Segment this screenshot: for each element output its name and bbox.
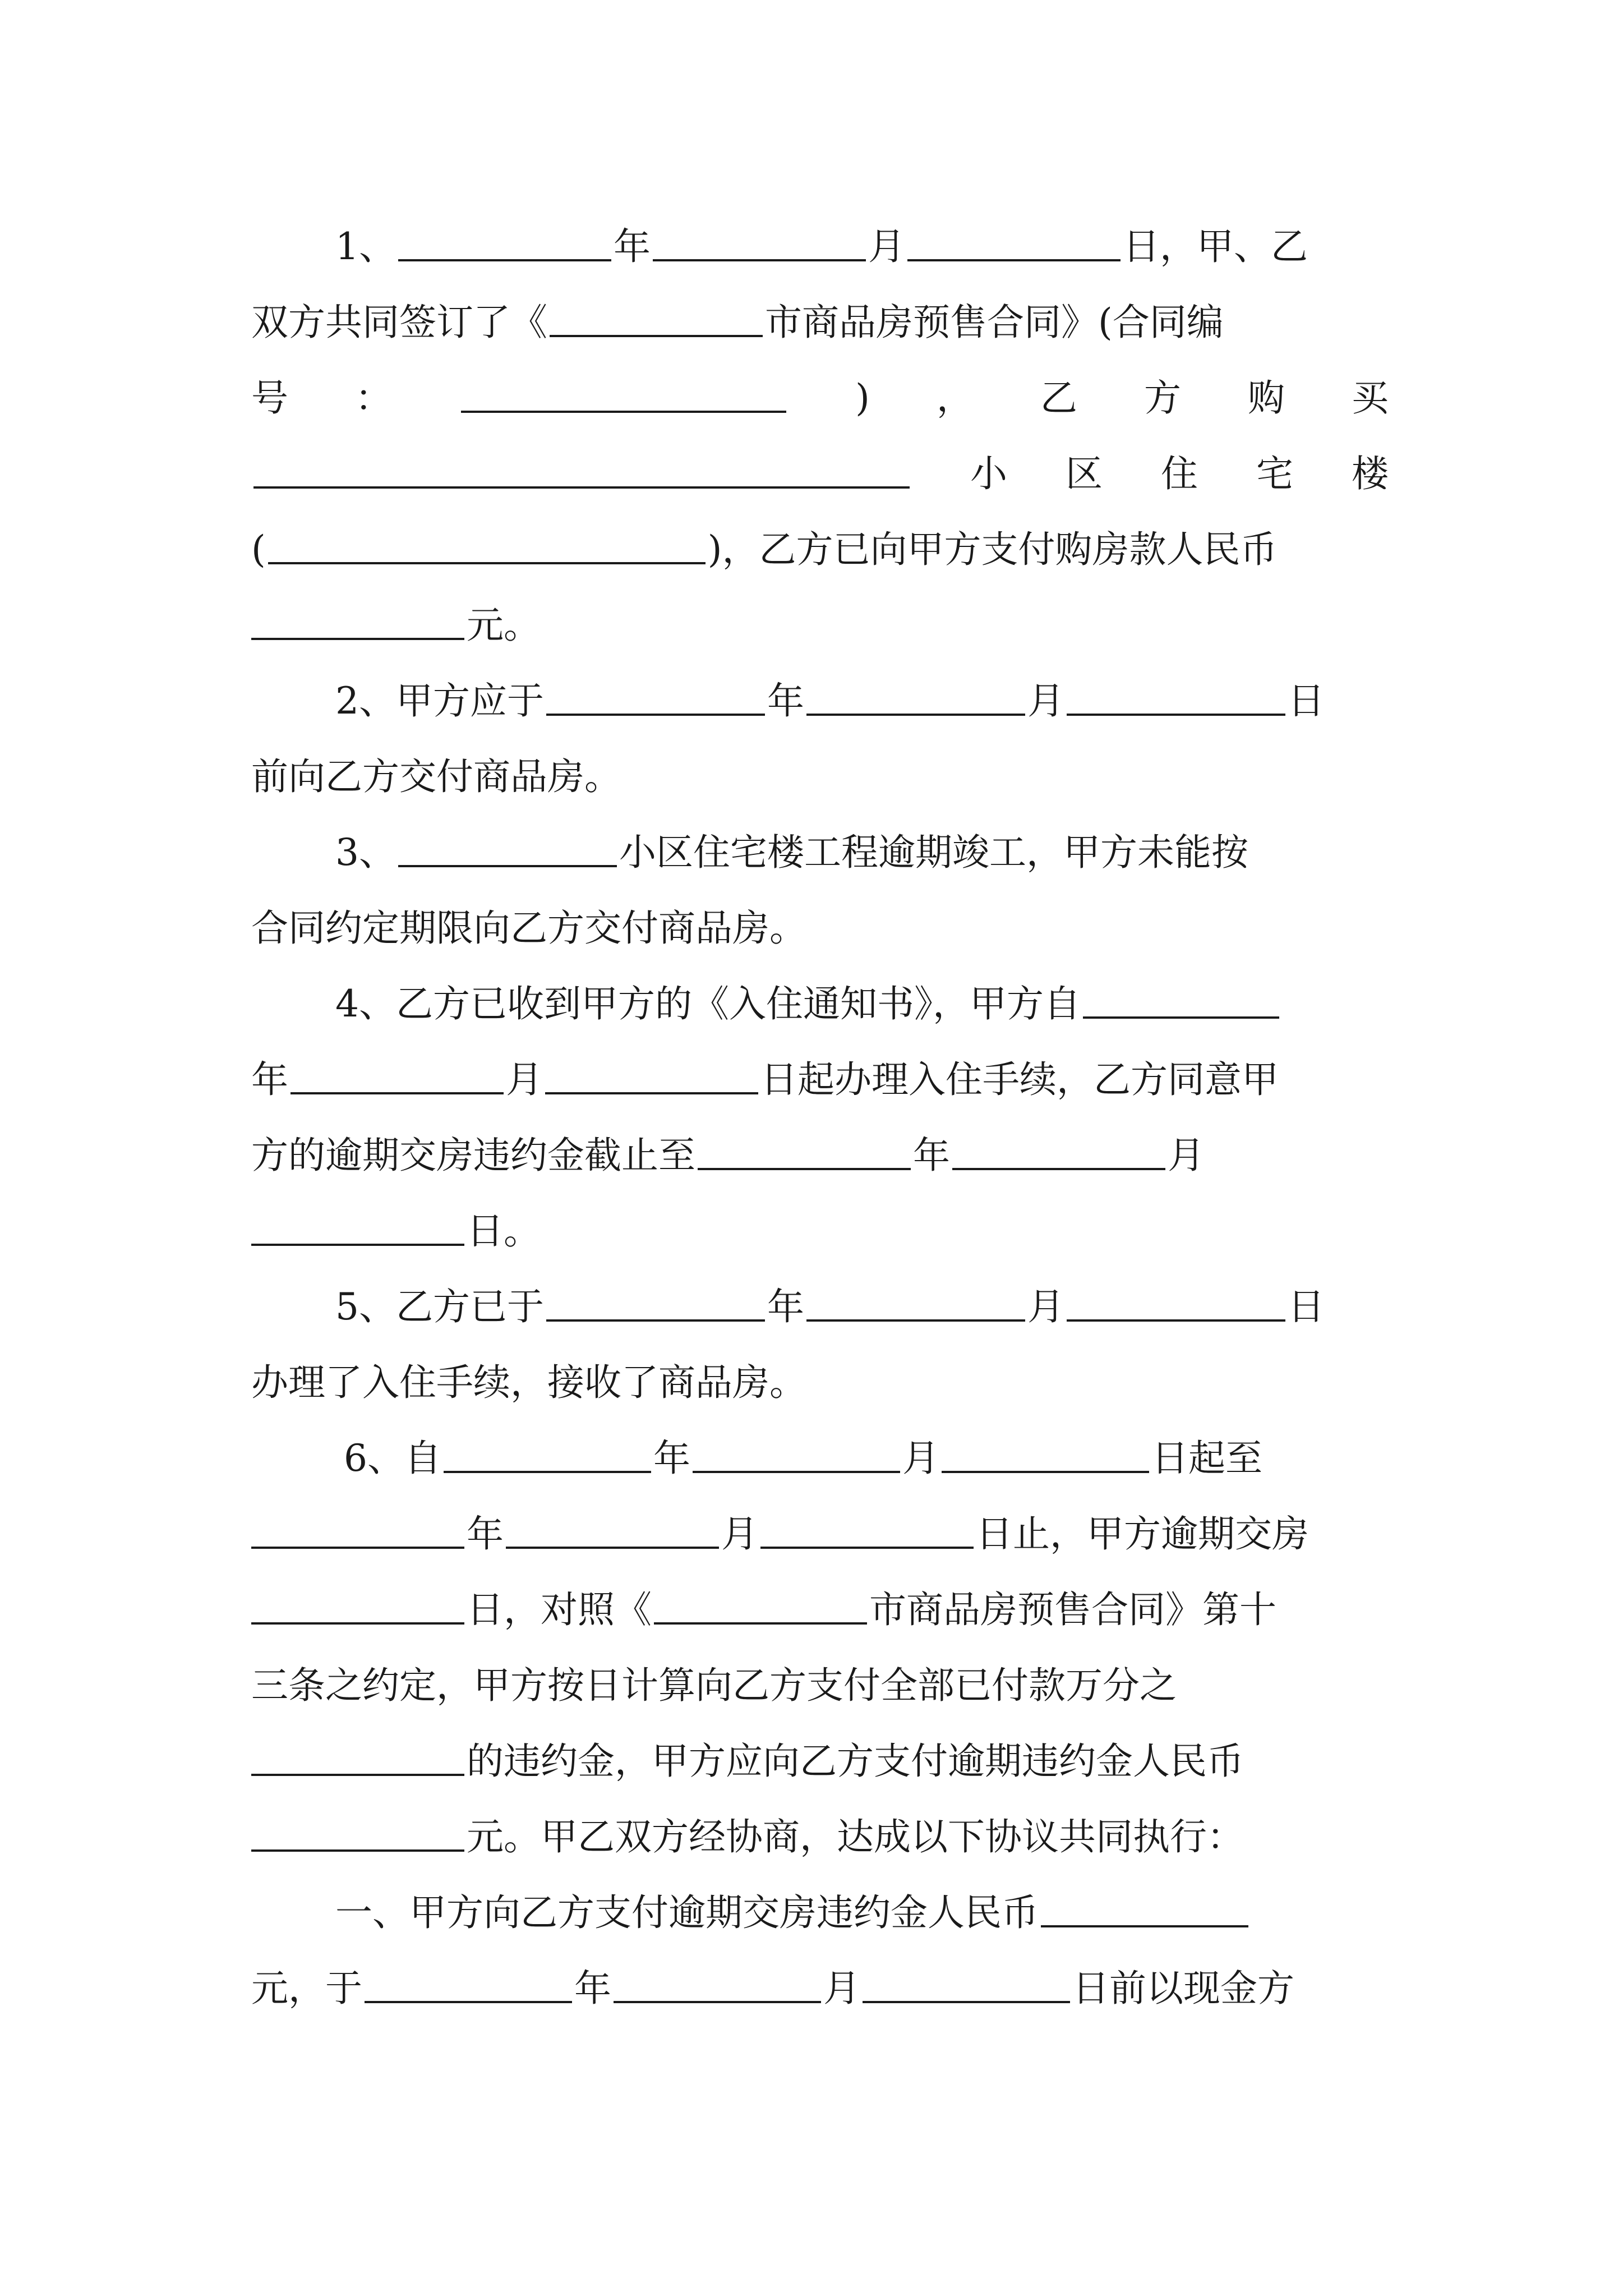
text: 年 — [574, 1967, 611, 2010]
blank-field — [253, 483, 910, 489]
clause-6-line-2 — [251, 1512, 1389, 1557]
clause-6-line-4 — [251, 1663, 1389, 1708]
text: 月 — [721, 1512, 758, 1556]
text: 住 — [1161, 452, 1198, 495]
text: 购 — [1247, 376, 1285, 420]
clause-6-line-1 — [251, 1436, 1389, 1481]
clause-number: 1、 — [335, 225, 396, 268]
blank-field — [398, 862, 617, 867]
text: 元，于 — [251, 1967, 362, 2010]
text: 3、 — [335, 831, 396, 874]
clause-1-line-3 — [251, 376, 1389, 421]
text: 市商品房预售合同》第十 — [869, 1588, 1276, 1631]
text: 小 — [970, 452, 1007, 495]
text: )，乙方已向甲方支付购房款人民币 — [707, 528, 1278, 571]
text: 一、甲方向乙方支付逾期交房违约金人民币 — [335, 1891, 1039, 1934]
blank-field — [1041, 1922, 1248, 1927]
blank-field — [550, 332, 763, 337]
text: 日 — [1288, 679, 1325, 723]
text: 2、甲方应于 — [335, 679, 544, 723]
clause-1-line-1 — [251, 224, 1389, 269]
text: 日，对照《 — [467, 1588, 652, 1631]
text: 方的逾期交房违约金截止至 — [251, 1134, 695, 1177]
text: ， — [936, 376, 974, 420]
clause-5-line-1 — [251, 1285, 1389, 1329]
text: 年 — [614, 225, 651, 268]
clause-4-line-3 — [251, 1133, 1389, 1178]
blank-field — [545, 1089, 758, 1094]
text: 买 — [1352, 376, 1389, 420]
blank-field — [952, 1165, 1165, 1170]
blank-field — [546, 1316, 765, 1322]
text: 方 — [1144, 376, 1181, 420]
agreement-1-line-2 — [251, 1966, 1389, 2011]
text: 元。甲乙双方经协商，达成以下协议共同执行： — [467, 1815, 1244, 1858]
blank-field — [365, 1998, 572, 2003]
clause-4-line-2 — [251, 1057, 1389, 1102]
blank-field — [806, 710, 1025, 716]
blank-field — [760, 1543, 974, 1549]
clause-3-line-1 — [251, 830, 1389, 875]
clause-4-line-1 — [251, 982, 1389, 1027]
text: 年 — [251, 1058, 288, 1101]
blank-field — [546, 710, 765, 716]
text: 年 — [467, 1512, 504, 1556]
agreement-1-line-1 — [251, 1890, 1389, 1935]
clause-4-line-4 — [251, 1209, 1389, 1254]
text: 合同约定期限向乙方交付商品房。 — [251, 907, 806, 950]
text: 市商品房预售合同》(合同编 — [765, 301, 1224, 344]
text: 区 — [1066, 452, 1103, 495]
clause-3-line-2 — [251, 906, 1389, 951]
clause-2-line-1 — [251, 679, 1389, 724]
clause-1-line-5 — [251, 527, 1389, 572]
blank-field — [942, 1467, 1149, 1473]
blank-field — [698, 1165, 911, 1170]
blank-field — [1067, 1316, 1285, 1322]
text: 月 — [868, 225, 905, 268]
clause-1-line-6 — [251, 603, 1389, 648]
blank-field — [693, 1467, 900, 1473]
text: 宅 — [1256, 452, 1293, 495]
text: 办理了入住手续，接收了商品房。 — [251, 1361, 806, 1404]
blank-field — [444, 1467, 651, 1473]
text: 年 — [913, 1134, 950, 1177]
blank-field — [806, 1316, 1025, 1322]
blank-field — [251, 1619, 464, 1625]
blank-field — [863, 1998, 1070, 2003]
text: 年 — [767, 679, 804, 723]
text: 乙 — [1040, 376, 1077, 420]
blank-field — [251, 1543, 464, 1549]
text: ： — [355, 376, 393, 420]
text: 月 — [902, 1437, 939, 1480]
blank-field — [251, 1770, 464, 1776]
text: ) — [855, 376, 870, 420]
clause-5-line-2 — [251, 1360, 1389, 1405]
blank-field — [398, 256, 611, 261]
text: 4、乙方已收到甲方的《入住通知书》，甲方自 — [335, 982, 1081, 1025]
text: ( — [251, 528, 266, 571]
blank-field — [461, 407, 786, 413]
text: 日 — [1288, 1285, 1325, 1328]
clause-6-line-3 — [251, 1588, 1389, 1632]
blank-field — [654, 1619, 867, 1625]
text: 日。 — [467, 1209, 541, 1253]
text: 6、自 — [344, 1437, 441, 1480]
blank-field — [1067, 710, 1285, 716]
text: 三条之约定，甲方按日计算向乙方支付全部已付款万分之 — [251, 1664, 1177, 1707]
blank-field — [251, 1240, 464, 1246]
text: 小区住宅楼工程逾期竣工，甲方未能按 — [619, 831, 1248, 874]
blank-field — [907, 256, 1121, 261]
text: 月 — [1168, 1134, 1205, 1177]
text: 双方共同签订了《 — [251, 301, 547, 344]
text: 年 — [767, 1285, 804, 1328]
text: 的违约金，甲方应向乙方支付逾期违约金人民币 — [467, 1740, 1244, 1783]
text: 日起办理入住手续，乙方同意甲 — [760, 1058, 1279, 1101]
text: 年 — [653, 1437, 690, 1480]
blank-field — [1083, 1013, 1279, 1019]
clause-1-line-2 — [251, 300, 1389, 345]
text: 日起至 — [1151, 1437, 1262, 1480]
clause-2-line-2 — [251, 754, 1389, 799]
clause-1-line-4 — [251, 452, 1389, 496]
text: 日止，甲方逾期交房 — [976, 1512, 1309, 1556]
blank-field — [506, 1543, 719, 1549]
text: 月 — [823, 1967, 860, 2010]
blank-field — [291, 1089, 504, 1094]
clause-6-line-5 — [251, 1739, 1389, 1784]
text: 元。 — [467, 604, 541, 647]
text: 前向乙方交付商品房。 — [251, 755, 621, 798]
text: 月 — [506, 1058, 543, 1101]
blank-field — [268, 559, 706, 564]
text: 月 — [1027, 1285, 1064, 1328]
text: 日前以现金方 — [1072, 1967, 1294, 2010]
text: 日，甲、乙 — [1123, 225, 1308, 268]
clause-6-line-6 — [251, 1815, 1389, 1860]
text: 月 — [1027, 679, 1064, 723]
text: 5、乙方已于 — [335, 1285, 544, 1328]
text: 号 — [251, 376, 288, 420]
blank-field — [653, 256, 866, 261]
blank-field — [251, 1846, 464, 1852]
blank-field — [251, 634, 464, 640]
blank-field — [614, 1998, 821, 2003]
text: 楼 — [1352, 452, 1389, 495]
